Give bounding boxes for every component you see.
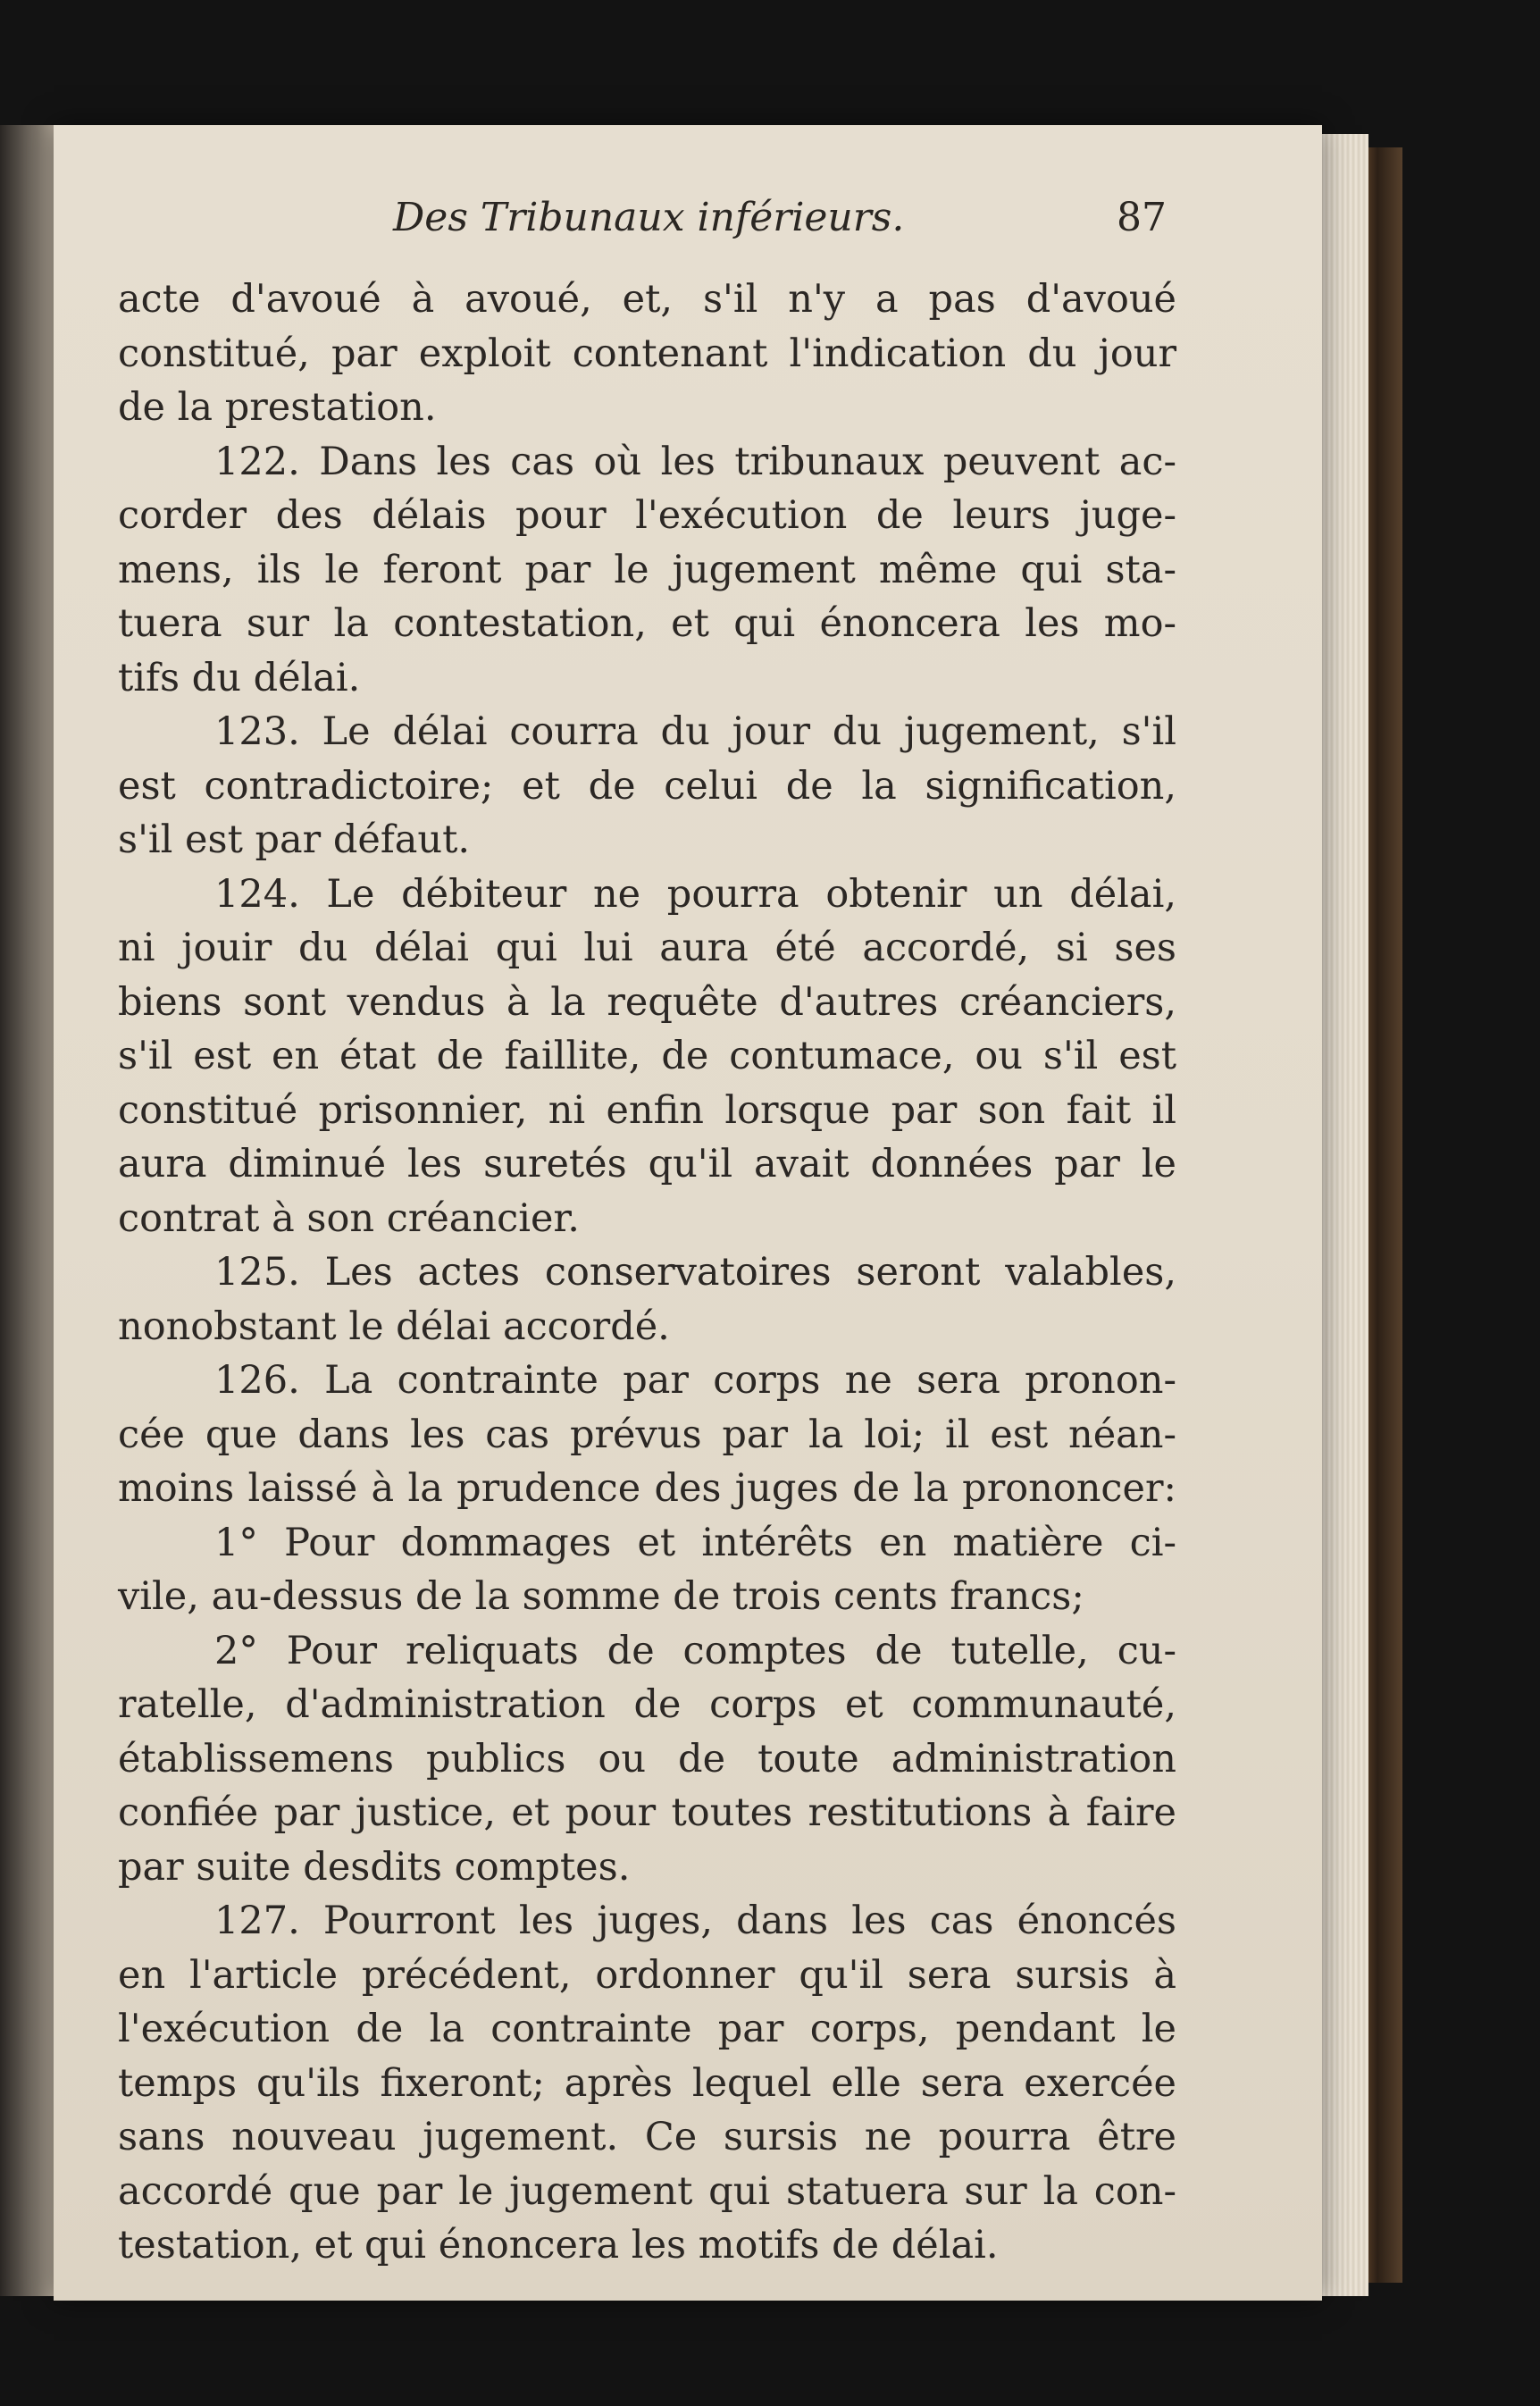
running-head — [54, 195, 1322, 248]
text-line: de la prestation. — [118, 385, 437, 430]
text-line: confiée par justice, et pour toutes restitutions à faire — [118, 1790, 1176, 1835]
page-number: 87 — [1117, 195, 1167, 240]
text-line: par suite desdits comptes. — [118, 1844, 631, 1890]
text-line: s'il est en état de faillite, de contumace, ou s'il est — [118, 1034, 1176, 1078]
text-line: constitué prisonnier, ni enfin lorsque par son fait il — [118, 1087, 1176, 1133]
text-line: biens sont vendus à la requête d'autres créanciers, — [118, 979, 1176, 1025]
text-line: corder des délais pour l'exécution de leurs juge- — [118, 493, 1176, 538]
text-line: l'exécution de la contrainte par corps, pendant le — [118, 2007, 1176, 2051]
text-line: moins laissé à la prudence des juges de la prononcer: — [118, 1466, 1176, 1511]
text-line: constitué, par exploit contenant l'indication du jour — [118, 331, 1176, 376]
list-item-1: 1° Pour dommages et intérêts en matière ci- — [214, 1520, 1176, 1565]
page-text — [118, 272, 1176, 2273]
text-line: accordé que par le jugement qui statuera sur la con- — [118, 2168, 1176, 2214]
text-line: ratelle, d'administration de corps et communauté, — [118, 1682, 1176, 1727]
text-line: s'il est par défaut. — [118, 817, 471, 862]
text-line: mens, ils le feront par le jugement même qui sta- — [118, 547, 1176, 592]
text-line: vile, au-dessus de la somme de trois cents francs; — [118, 1574, 1084, 1619]
list-item-2: 2° Pour reliquats de comptes de tutelle, cu- — [214, 1628, 1176, 1673]
text-line: tifs du délai. — [118, 655, 361, 700]
text-line: acte d'avoué à avoué, et, s'il n'y a pas d'avoué — [118, 277, 1176, 322]
article-122-start: 122. Dans les cas où les tribunaux peuvent ac- — [214, 439, 1176, 484]
text-line: contrat à son créancier. — [118, 1195, 580, 1241]
text-line: établissemens publics ou de toute administration — [118, 1736, 1176, 1781]
text-line: cée que dans les cas prévus par la loi; il est néan- — [118, 1412, 1176, 1457]
running-title: Des Tribunaux inférieurs. — [393, 195, 905, 240]
text-line: temps qu'ils fixeront; après lequel elle sera exercée — [118, 2060, 1176, 2106]
text-line: aura diminué les suretés qu'il avait données par le — [118, 1142, 1176, 1186]
text-line: est contradictoire; et de celui de la signification, — [118, 763, 1176, 809]
article-125-start: 125. Les actes conservatoires seront valables, — [214, 1250, 1176, 1295]
text-line: en l'article précédent, ordonner qu'il sera sursis à — [118, 1952, 1176, 1998]
text-line: nonobstant le délai accordé. — [118, 1304, 670, 1349]
text-line: ni jouir du délai qui lui aura été accordé, si ses — [118, 926, 1176, 970]
facing-page-edge — [0, 125, 54, 2296]
article-123-start: 123. Le délai courra du jour du jugement, s'il — [214, 709, 1176, 754]
text-line: tuera sur la contestation, et qui énoncera les mo- — [118, 601, 1176, 646]
article-126-start: 126. La contrainte par corps ne sera pronon- — [214, 1358, 1176, 1403]
article-127-start: 127. Pourront les juges, dans les cas énoncés — [214, 1899, 1176, 1943]
text-line: sans nouveau jugement. Ce sursis ne pourra être — [118, 2115, 1176, 2159]
text-line: testation, et qui énoncera les motifs de délai. — [118, 2223, 999, 2268]
article-124-start: 124. Le débiteur ne pourra obtenir un délai, — [214, 871, 1176, 917]
